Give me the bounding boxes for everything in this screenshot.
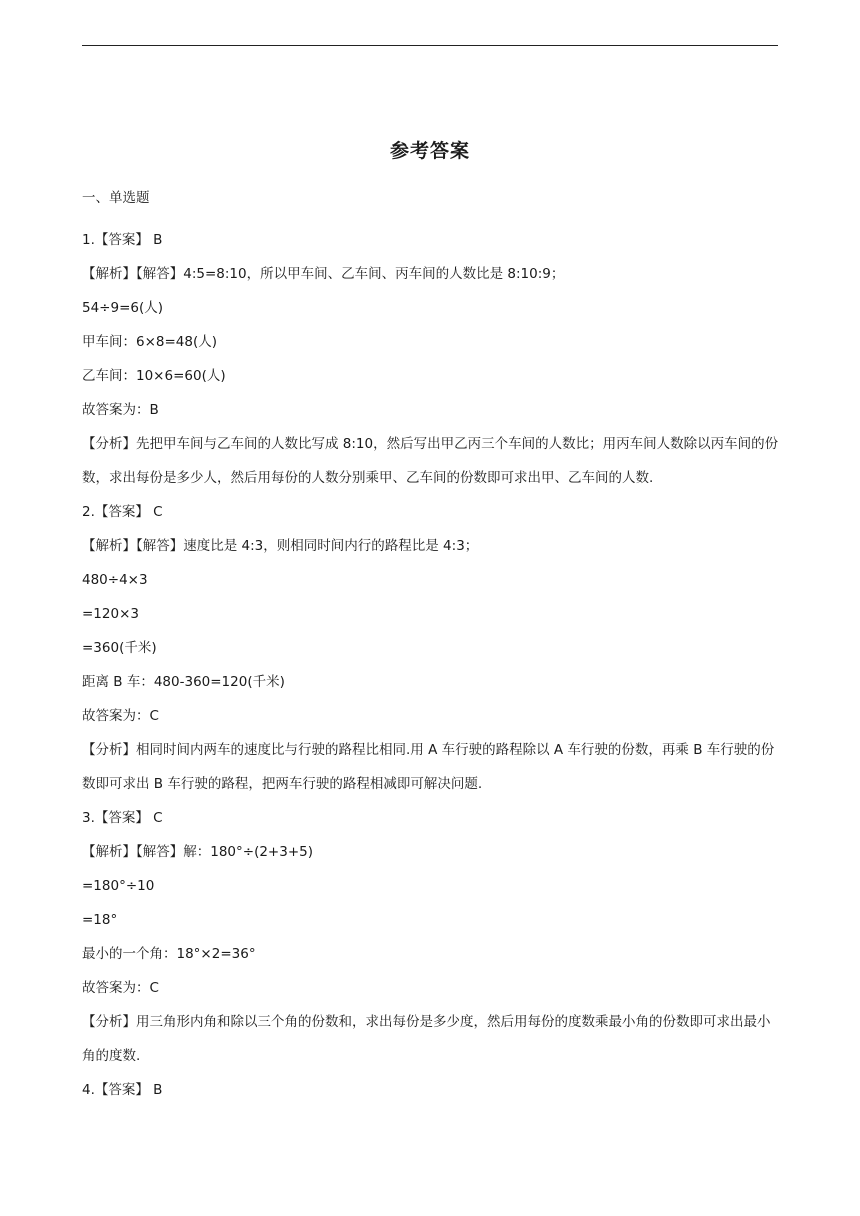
q3-analysis: 【分析】用三角形内角和除以三个角的份数和，求出每份是多少度，然后用每份的度数乘最小角的份数即可求出最小角的度数.: [82, 1014, 771, 1064]
q1-line-3: 乙车间：10×6=60(人): [82, 368, 226, 384]
q3-jiexi: 【解析】【解答】解：180°÷(2+3+5): [82, 844, 314, 860]
q2-jiexi: 【解析】【解答】速度比是 4:3，则相同时间内行的路程比是 4:3；: [82, 538, 479, 554]
q3-line-1: =180°÷10: [82, 878, 155, 894]
q4-answer: 4.【答案】 B: [82, 1082, 163, 1098]
q2-line-2: =120×3: [82, 606, 139, 622]
q1-conclusion: 故答案为：B: [82, 402, 159, 418]
q1-line-1: 54÷9=6(人): [82, 300, 164, 316]
q3-conclusion: 故答案为：C: [82, 980, 159, 996]
q3-line-3: 最小的一个角：18°×2=36°: [82, 946, 256, 962]
q2-line-1: 480÷4×3: [82, 572, 148, 588]
q1-analysis: 【分析】先把甲车间与乙车间的人数比写成 8:10，然后写出甲乙丙三个车间的人数比；用丙车间人数除以丙车间的份数，求出每份是多少人，然后用每份的人数分别乘甲、乙车间的份数即可求出甲、乙车间的人数.: [82, 436, 779, 486]
q2-conclusion: 故答案为：C: [82, 708, 159, 724]
q2-line-3: =360(千米): [82, 640, 157, 656]
q1-answer: 1.【答案】 B: [82, 232, 163, 248]
q3-answer: 3.【答案】 C: [82, 810, 163, 826]
page-title: 参考答案: [389, 140, 470, 162]
answer-content: [82, 181, 780, 1107]
header-rule: [82, 45, 778, 46]
q2-answer: 2.【答案】 C: [82, 504, 163, 520]
q3-line-2: =18°: [82, 912, 118, 928]
q1-jiexi: 【解析】【解答】4:5=8:10，所以甲车间、乙车间、丙车间的人数比是 8:10:9；: [82, 266, 565, 282]
section-heading: 一、单选题: [82, 190, 150, 206]
q2-line-4: 距离 B 车：480-360=120(千米): [82, 674, 285, 690]
q2-analysis: 【分析】相同时间内两车的速度比与行驶的路程比相同.用 A 车行驶的路程除以 A 车行驶的份数，再乘 B 车行驶的份数即可求出 B 车行驶的路程，把两车行驶的路程相减即可解决问题.: [82, 742, 775, 792]
q1-line-2: 甲车间：6×8=48(人): [82, 334, 218, 350]
